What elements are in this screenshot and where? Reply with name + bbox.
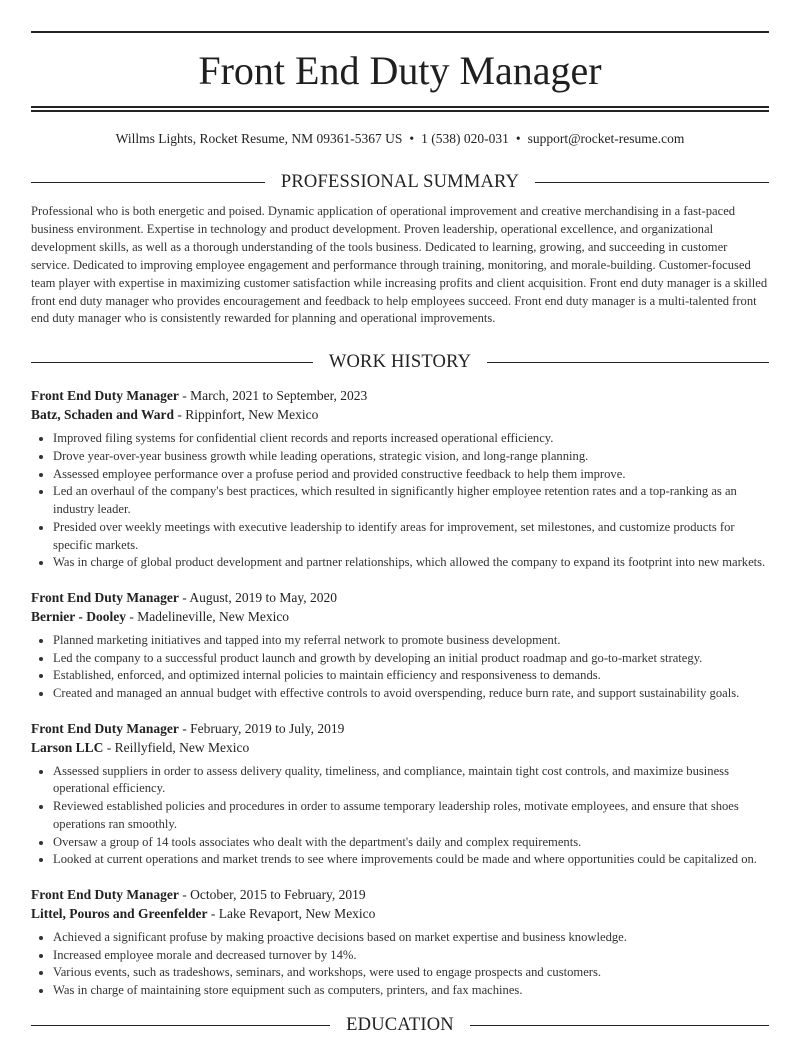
job-bullet: • Various events, such as tradeshows, seminars, and workshops, were used to engage prospects and customers. (53, 964, 769, 982)
job-bullet: • Assessed suppliers in order to assess delivery quality, timeliness, and compliance, maintain tight cost controls, and maximize business operational efficiency. (53, 763, 769, 798)
job-bullet: • Established, enforced, and optimized internal policies to maintain efficiency and responsiveness to demands. (53, 667, 769, 685)
education-title: EDUCATION (346, 1015, 454, 1036)
job-bullet: • Created and managed an annual budget with effective controls to avoid overspending, reduce burn rate, and support sustainability goals. (53, 685, 769, 703)
contact-separator: • (515, 131, 521, 146)
job-dates: - October, 2015 to February, 2019 (178, 887, 366, 902)
job-bullets (31, 929, 769, 1000)
contact-separator: • (409, 131, 415, 146)
job-title: Front End Duty Manager (31, 720, 179, 736)
job-title-line (31, 386, 769, 405)
job-entry (31, 588, 769, 703)
contact-address: Willms Lights, Rocket Resume, NM 09361-5367 US (115, 131, 403, 146)
contact-line (31, 130, 769, 148)
job-dates: - February, 2019 to July, 2019 (178, 720, 345, 736)
job-bullets (31, 632, 769, 703)
job-location: - Madelineville, New Mexico (125, 608, 290, 624)
job-title: Front End Duty Manager (31, 388, 179, 404)
job-entry (31, 885, 769, 1000)
heading-rule (31, 362, 313, 363)
job-company: Littel, Pouros and Greenfelder (31, 906, 208, 921)
summary-title: PROFESSIONAL SUMMARY (280, 171, 520, 192)
education-heading (31, 1014, 769, 1038)
top-rule (31, 31, 769, 33)
job-title-line (31, 588, 769, 607)
heading-rule (487, 362, 769, 363)
job-bullet: • Drove year-over-year business growth while leading operations, strategic vision, and long-range planning. (53, 448, 769, 466)
job-location: - Reillyfield, New Mexico (103, 739, 250, 755)
summary-text: Professional who is both energetic and poised. Dynamic application of operational improvement and creative merchandising in a fast-paced business environment. Expertise in technology and product development. Proven leadership, operational excellence, and organizational development skills, as well as a thorough understanding of the tools business. Dedicated to learning, growing, and succeeding in customer service. Dedicated to improving employee engagement and performance through training, monitoring, and morale-building. Customer-focused team player with expertise in maximizing customer satisfaction while increasing profits and client acquisition. Front end duty manager is a skilled front end duty manager who provides encouragement and feedback to help employees succeed. Front end duty manager is a multi-talented front end duty manager who is consistently rewarded for planning and operational improvements. (31, 204, 768, 326)
job-bullets (31, 763, 769, 869)
heading-rule (535, 182, 769, 183)
job-title-line (31, 719, 769, 738)
job-company-line (31, 904, 769, 923)
job-bullet: • Planned marketing initiatives and tapped into my referral network to promote business development. (53, 632, 769, 650)
job-bullet: • Assessed employee performance over a profuse period and provided constructive feedback to help them improve. (53, 466, 769, 484)
contact-email[interactable]: support@rocket-resume.com (527, 131, 685, 146)
job-bullet: • Looked at current operations and market trends to see where improvements could be made and where opportunities could be capitalized on. (53, 851, 769, 869)
job-bullets (31, 430, 769, 572)
candidate-name: Front End Duty Manager (198, 48, 602, 93)
heading-rule (31, 182, 265, 183)
job-company: Batz, Schaden and Ward (31, 407, 175, 423)
job-company-line (31, 738, 769, 757)
job-dates: - March, 2021 to September, 2023 (178, 388, 368, 404)
header-double-rule (31, 106, 769, 112)
job-bullet: • Led an overhaul of the company's best practices, which resulted in significantly higher employee retention rates and a top-ranking as an industry leader. (53, 483, 769, 518)
summary-heading (31, 170, 769, 194)
work-history-list (31, 386, 769, 999)
work-history-heading (31, 350, 769, 374)
job-dates: - August, 2019 to May, 2020 (178, 589, 338, 605)
job-title: Front End Duty Manager (31, 589, 179, 605)
job-bullet: • Increased employee morale and decreased turnover by 14%. (53, 947, 769, 965)
job-bullet: • Oversaw a group of 14 tools associates who dealt with the department's daily and complex requirements. (53, 834, 769, 852)
job-company-line (31, 405, 769, 424)
job-title-line (31, 885, 769, 904)
job-bullet: • Presided over weekly meetings with executive leadership to identify areas for improvement, set milestones, and customize products for specific markets. (53, 519, 769, 554)
job-bullet: • Was in charge of maintaining store equipment such as computers, printers, and fax machines. (53, 982, 769, 1000)
job-location: - Rippinfort, New Mexico (174, 407, 319, 423)
heading-rule (31, 1025, 330, 1026)
job-bullet: • Improved filing systems for confidential client records and reports increased operational efficiency. (53, 430, 769, 448)
resume-page (31, 0, 769, 1038)
job-company-line (31, 607, 769, 626)
job-location: - Lake Revaport, New Mexico (207, 906, 376, 921)
work-history-title: WORK HISTORY (328, 351, 472, 372)
job-bullet: • Achieved a significant profuse by making proactive decisions based on market expertise and business knowledge. (53, 929, 769, 947)
job-bullet: • Led the company to a successful product launch and growth by developing an initial product roadmap and go-to-market strategy. (53, 650, 769, 668)
job-bullet: • Was in charge of global product development and partner relationships, which allowed the company to expand its footprint into new markets. (53, 554, 769, 572)
contact-phone: 1 (538) 020-031 (421, 131, 509, 146)
job-entry (31, 719, 769, 869)
job-company: Larson LLC (31, 739, 104, 755)
job-bullet: • Reviewed established policies and procedures in order to assume temporary leadership roles, motivate employees, and ensure that shoes operations ran smoothly. (53, 798, 769, 833)
heading-rule (470, 1025, 769, 1026)
job-entry (31, 386, 769, 572)
job-company: Bernier - Dooley (31, 608, 126, 624)
job-title: Front End Duty Manager (31, 887, 179, 902)
